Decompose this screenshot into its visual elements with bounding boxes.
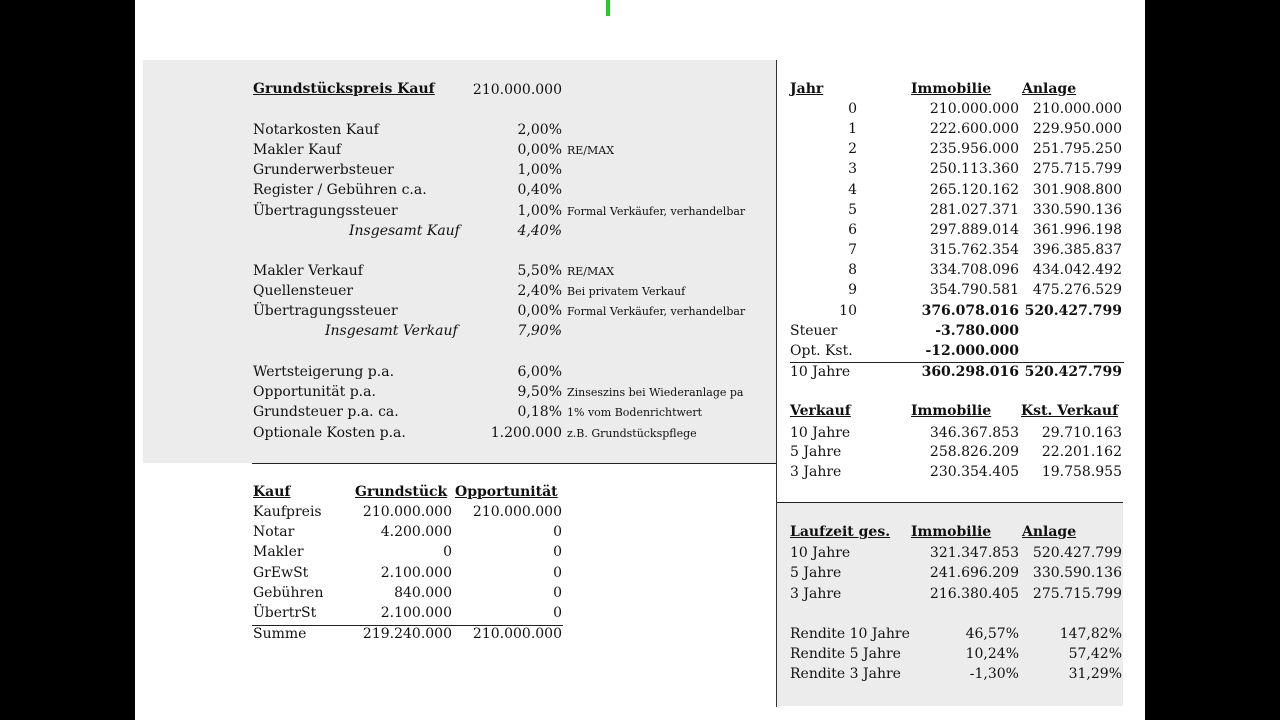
verkauf-row-immobilie: 258.826.209 — [929, 444, 1019, 460]
jahr-row-anlage: 210.000.000 — [1032, 101, 1122, 117]
jahr-total-label: 10 Jahre — [790, 364, 851, 380]
jahr-row-anlage: 251.795.250 — [1032, 141, 1122, 157]
jahr-row-year: 7 — [848, 242, 857, 258]
verkauf-row-label: 5 Jahre — [790, 444, 842, 460]
verkauf-header-kst: Kst. Verkauf — [1021, 403, 1119, 419]
kauf-row-opportunitaet: 0 — [553, 565, 562, 581]
jahr-row-anlage: 275.715.799 — [1032, 161, 1122, 177]
param-total-label: Insgesamt Verkauf — [325, 323, 458, 339]
jahr-row-anlage: 330.590.136 — [1032, 202, 1122, 218]
param-label: Notarkosten Kauf — [253, 122, 379, 138]
laufzeit-row-anlage: 520.427.799 — [1032, 545, 1122, 561]
param-label: Quellensteuer — [253, 283, 354, 299]
laufzeit-row-immobilie: 321.347.853 — [929, 545, 1019, 561]
laufzeit-row-label: 10 Jahre — [790, 545, 851, 561]
jahr-total-anlage: 520.427.799 — [1024, 364, 1122, 380]
param-label: Register / Gebühren c.a. — [253, 182, 427, 198]
jahr-extra-label: Steuer — [790, 323, 838, 339]
param-value: 0,00% — [517, 142, 562, 158]
verkauf-row-kst: 22.201.162 — [1041, 444, 1122, 460]
laufzeit-header-anlage: Anlage — [1022, 524, 1077, 540]
verkauf-header-label: Verkauf — [790, 403, 851, 419]
jahr-row-immobilie: 334.708.096 — [929, 262, 1019, 278]
laufzeit-row-label: 3 Jahre — [790, 586, 842, 602]
param-total-value: 7,90% — [517, 323, 562, 339]
param-label: Grundsteuer p.a. ca. — [253, 404, 399, 420]
param-note: Zinseszins bei Wiederanlage pa — [567, 386, 744, 399]
kauf-row-grundstueck: 2.100.000 — [380, 565, 452, 581]
jahr-row-immobilie: 315.762.354 — [929, 242, 1019, 258]
param-label: Optionale Kosten p.a. — [253, 425, 406, 441]
param-value: 0,40% — [517, 182, 562, 198]
rendite-anlage: 31,29% — [1068, 666, 1122, 682]
kauf-row-label: Makler — [253, 544, 304, 560]
laufzeit-row-immobilie: 216.380.405 — [929, 586, 1019, 602]
kauf-header-opportunitaet: Opportunität — [455, 484, 558, 500]
laufzeit-header-label: Laufzeit ges. — [790, 524, 891, 540]
jahr-row-year: 6 — [848, 222, 857, 238]
verkauf-row-kst: 19.758.955 — [1041, 464, 1122, 480]
kauf-sum-label: Summe — [253, 626, 307, 642]
jahr-row-immobilie: 376.078.016 — [921, 303, 1019, 319]
rendite-anlage: 57,42% — [1068, 646, 1122, 662]
param-note: 1% vom Bodenrichtwert — [567, 406, 703, 419]
verkauf-row-immobilie: 346.367.853 — [929, 425, 1019, 441]
param-value: 5,50% — [517, 263, 562, 279]
param-total-value: 4,40% — [517, 223, 562, 239]
divider-verkauf-laufzeit — [777, 502, 1123, 503]
kauf-row-opportunitaet: 210.000.000 — [472, 504, 562, 520]
param-label: Opportunität p.a. — [253, 384, 376, 400]
param-note: Formal Verkäufer, verhandelbar — [567, 205, 746, 218]
param-value: 0,18% — [517, 404, 562, 420]
param-note: Formal Verkäufer, verhandelbar — [567, 305, 746, 318]
kauf-sum-grundstueck: 219.240.000 — [362, 626, 452, 642]
param-value: 1.200.000 — [490, 425, 562, 441]
jahr-row-immobilie: 210.000.000 — [929, 101, 1019, 117]
rendite-immobilie: -1,30% — [969, 666, 1019, 682]
kauf-row-grundstueck: 210.000.000 — [362, 504, 452, 520]
param-note: z.B. Grundstückspflege — [567, 427, 697, 440]
param-label: Übertragungssteuer — [253, 203, 398, 219]
jahr-row-year: 4 — [848, 182, 857, 198]
jahr-row-anlage: 396.385.837 — [1032, 242, 1122, 258]
jahr-extra-value: -12.000.000 — [925, 343, 1019, 359]
kauf-row-grundstueck: 4.200.000 — [380, 524, 452, 540]
rendite-label: Rendite 3 Jahre — [790, 666, 901, 682]
jahr-row-immobilie: 297.889.014 — [929, 222, 1019, 238]
kauf-row-label: Gebühren — [253, 585, 324, 601]
jahr-row-anlage: 229.950.000 — [1032, 121, 1122, 137]
jahr-row-immobilie: 250.113.360 — [929, 161, 1019, 177]
rendite-immobilie: 10,24% — [965, 646, 1019, 662]
jahr-row-anlage: 361.996.198 — [1032, 222, 1122, 238]
param-note: RE/MAX — [567, 265, 615, 278]
jahr-header-label: Jahr — [790, 81, 824, 97]
price-value: 210.000.000 — [472, 82, 562, 98]
jahr-row-year: 10 — [839, 303, 857, 319]
rendite-label: Rendite 10 Jahre — [790, 626, 910, 642]
kauf-sum-opportunitaet: 210.000.000 — [472, 626, 562, 642]
param-value: 2,00% — [517, 122, 562, 138]
verkauf-row-label: 10 Jahre — [790, 425, 851, 441]
jahr-row-anlage: 434.042.492 — [1032, 262, 1122, 278]
kauf-header-label: Kauf — [253, 484, 291, 500]
kauf-row-label: GrEwSt — [253, 565, 309, 581]
vertical-divider — [776, 60, 777, 707]
laufzeit-row-immobilie: 241.696.209 — [929, 565, 1019, 581]
param-label: Makler Kauf — [253, 142, 342, 158]
jahr-row-year: 1 — [848, 121, 857, 137]
kauf-row-grundstueck: 0 — [443, 544, 452, 560]
jahr-row-immobilie: 281.027.371 — [929, 202, 1019, 218]
jahr-row-anlage: 301.908.800 — [1032, 182, 1122, 198]
rendite-immobilie: 46,57% — [965, 626, 1019, 642]
param-value: 0,00% — [517, 303, 562, 319]
kauf-header-grundstueck: Grundstück — [355, 484, 448, 500]
jahr-row-immobilie: 222.600.000 — [929, 121, 1019, 137]
rendite-anlage: 147,82% — [1059, 626, 1122, 642]
param-value: 1,00% — [517, 203, 562, 219]
verkauf-row-immobilie: 230.354.405 — [929, 464, 1019, 480]
jahr-total-immobilie: 360.298.016 — [921, 364, 1019, 380]
jahr-header-anlage: Anlage — [1022, 81, 1077, 97]
verkauf-row-label: 3 Jahre — [790, 464, 842, 480]
param-value: 2,40% — [517, 283, 562, 299]
jahr-row-year: 8 — [848, 262, 857, 278]
jahr-row-anlage: 520.427.799 — [1024, 303, 1122, 319]
kauf-row-opportunitaet: 0 — [553, 605, 562, 621]
param-value: 6,00% — [517, 364, 562, 380]
kauf-row-opportunitaet: 0 — [553, 585, 562, 601]
jahr-row-year: 2 — [848, 141, 857, 157]
param-total-label: Insgesamt Kauf — [349, 223, 460, 239]
jahr-header-immobilie: Immobilie — [911, 81, 992, 97]
kauf-row-label: ÜbertrSt — [253, 605, 317, 621]
param-label: Übertragungssteuer — [253, 303, 398, 319]
divider-params-kauf — [252, 463, 776, 464]
price-title: Grundstückspreis Kauf — [253, 81, 435, 97]
kauf-row-label: Kaufpreis — [253, 504, 322, 520]
jahr-row-immobilie: 354.790.581 — [929, 282, 1019, 298]
param-label: Makler Verkauf — [253, 263, 363, 279]
jahr-row-anlage: 475.276.529 — [1032, 282, 1122, 298]
verkauf-row-kst: 29.710.163 — [1041, 425, 1122, 441]
jahr-row-year: 5 — [848, 202, 857, 218]
param-note: RE/MAX — [567, 144, 615, 157]
param-label: Grunderwerbsteuer — [253, 162, 394, 178]
jahr-row-year: 0 — [848, 101, 857, 117]
kauf-row-grundstueck: 2.100.000 — [380, 605, 452, 621]
laufzeit-row-label: 5 Jahre — [790, 565, 842, 581]
jahr-extra-label: Opt. Kst. — [790, 343, 853, 359]
param-label: Wertsteigerung p.a. — [253, 364, 395, 380]
kauf-row-opportunitaet: 0 — [553, 544, 562, 560]
jahr-row-year: 3 — [848, 161, 857, 177]
laufzeit-row-anlage: 275.715.799 — [1032, 586, 1122, 602]
verkauf-header-immobilie: Immobilie — [911, 403, 992, 419]
laufzeit-header-immobilie: Immobilie — [911, 524, 992, 540]
param-note: Bei privatem Verkauf — [567, 285, 686, 298]
text-cursor — [606, 0, 610, 16]
rendite-label: Rendite 5 Jahre — [790, 646, 901, 662]
jahr-row-year: 9 — [848, 282, 857, 298]
param-value: 9,50% — [517, 384, 562, 400]
jahr-row-immobilie: 265.120.162 — [929, 182, 1019, 198]
laufzeit-row-anlage: 330.590.136 — [1032, 565, 1122, 581]
jahr-row-immobilie: 235.956.000 — [929, 141, 1019, 157]
kauf-row-opportunitaet: 0 — [553, 524, 562, 540]
param-value: 1,00% — [517, 162, 562, 178]
jahr-extra-value: -3.780.000 — [935, 323, 1019, 339]
kauf-row-label: Notar — [253, 524, 295, 540]
kauf-row-grundstueck: 840.000 — [394, 585, 452, 601]
